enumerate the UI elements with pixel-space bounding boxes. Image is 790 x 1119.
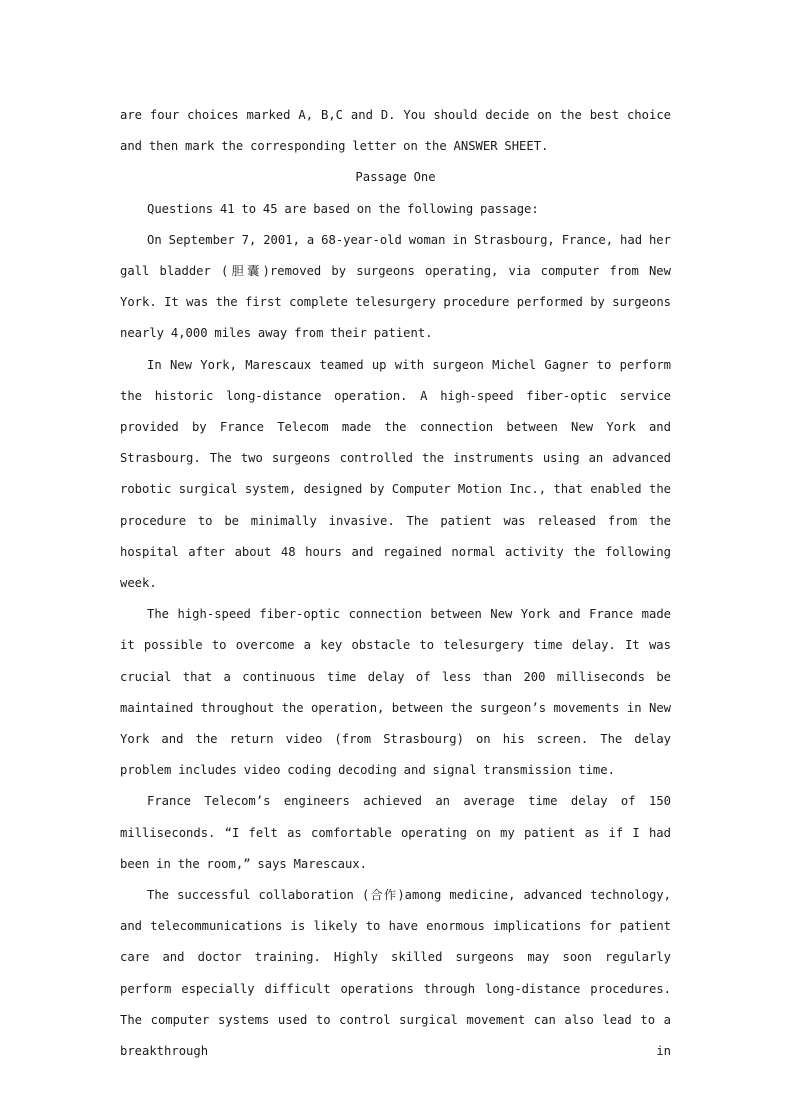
passage-paragraph-3: The high-speed fiber-optic connection between New York and France made it possible to overcome a key obstacle to telesurgery time delay. It was crucial that a continuous time delay of less than 200 milliseconds be maintained throughout the operation, between the surgeon’s movements in New York and the return video (from Strasbourg) on his screen. The delay problem includes video coding decoding and signal transmission time. (120, 607, 671, 778)
questions-note: Questions 41 to 45 are based on the following passage: (147, 201, 539, 216)
passage-paragraph-5: The successful collaboration (合作)among medicine, advanced technology, and telecommunications is likely to have enormous implications for patient care and doctor training. Highly skilled surgeons may soon regularly perform especially difficult operations through long-distance procedures. The computer systems used to control surgical movement can also lead to a breakthrough in (120, 888, 671, 1059)
passage-title: Passage One (355, 170, 436, 185)
passage-paragraph-2: In New York, Marescaux teamed up with surgeon Michel Gagner to perform the historic long-distance operation. A high-speed fiber-optic service provided by France Telecom made the connection between New York and Strasbourg. The two surgeons controlled the instruments using an advanced robotic surgical system, designed by Computer Motion Inc., that enabled the procedure to be minimally invasive. The patient was released from the hospital after about 48 hours and regained normal activity the following week. (120, 357, 671, 591)
passage-paragraph-1: On September 7, 2001, a 68-year-old woman in Strasbourg, France, had her gall bladder (胆囊)removed by surgeons operating, via computer from New York. It was the first complete telesurgery procedure performed by surgeons nearly 4,000 miles away from their patient. (120, 232, 671, 341)
passage-paragraph-4: France Telecom’s engineers achieved an average time delay of 150 milliseconds. “I felt as comfortable operating on my patient as if I had been in the room,” says Marescaux. (120, 794, 671, 871)
instructions-paragraph: are four choices marked A, B,C and D. You should decide on the best choice and then mark the corresponding letter on the ANSWER SHEET. (120, 108, 671, 154)
document-body (120, 100, 671, 1067)
